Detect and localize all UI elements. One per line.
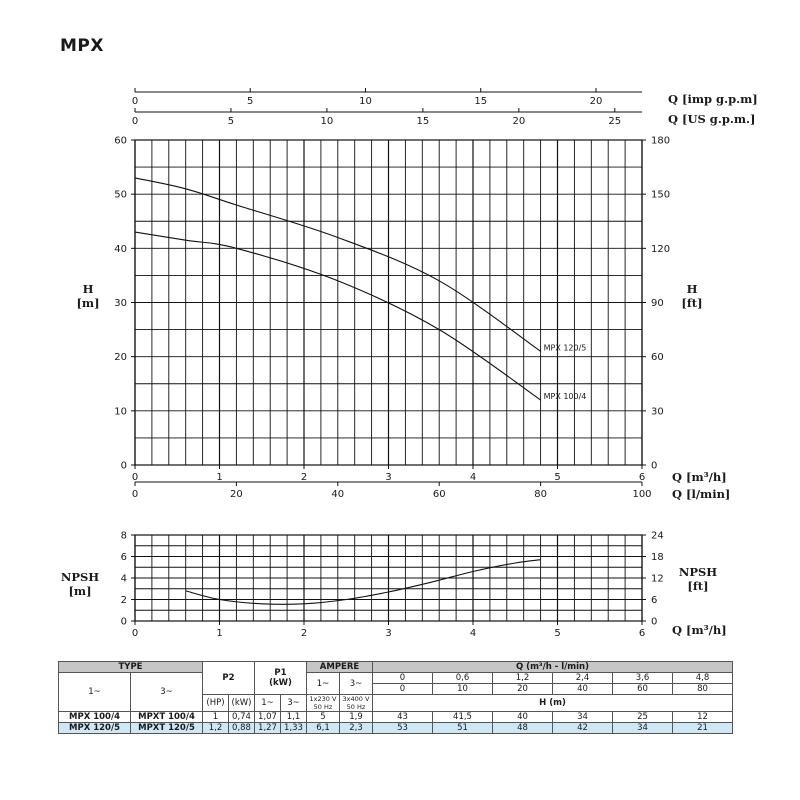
row-h: 34 [613,723,673,734]
lmin-axis-label: Q [l/min] [672,487,731,501]
y2-tick-label: 24 [651,530,664,542]
x-tick-label: 3 [385,472,392,483]
type-3ph: 3~ [131,673,203,712]
q-m3h-cell: 4,8 [673,673,733,684]
x-tick-label: 2 [300,628,308,639]
grid-lines [135,535,642,621]
row-h: 53 [373,723,433,734]
y-tick-label: 2 [120,595,127,606]
x-tick-label: 4 [469,628,477,639]
y2-tick-label: 60 [651,352,664,364]
npsh-x-axis-label: Q [m³/h] [672,623,727,637]
y2-tick-label: 6 [651,595,658,607]
q-m3h-cell: 3,6 [613,673,673,684]
lmin-tick-label: 0 [131,489,139,500]
row-type3: MPXT 120/5 [131,723,203,734]
q-m3h-cell: 0 [373,673,433,684]
x-tick-label: 5 [554,628,561,639]
y2-tick-label: 0 [651,460,658,472]
us-tick-label: 20 [512,116,526,127]
q-m3h-cell: 2,4 [553,673,613,684]
y-tick-label: 0 [120,460,127,472]
q-lmin-cell: 80 [673,684,733,695]
y-axis-label: H [m] [76,282,100,310]
lmin-tick-label: 20 [230,489,243,500]
x-tick-label: 6 [638,628,646,639]
us-axis-label: Q [US g.p.m.] [668,112,756,126]
q-m3h-cell: 0,6 [433,673,493,684]
row-a3: 2,3 [340,723,373,734]
y2-tick-label: 180 [651,135,671,147]
h-header: H (m) [373,695,733,712]
x-tick-label: 1 [216,628,223,639]
us-tick-label: 0 [131,116,139,127]
row-h: 43 [373,712,433,723]
y-tick-label: 10 [114,406,127,418]
us-tick-label: 5 [227,116,235,127]
row-h: 21 [673,723,733,734]
row-p1-3: 1,33 [281,723,307,734]
row-h: 12 [673,712,733,723]
type-1ph: 1~ [59,673,131,712]
y2-tick-label: 18 [651,552,664,564]
imp-tick-label: 20 [589,96,603,107]
row-h: 34 [553,712,613,723]
y-tick-label: 4 [120,573,127,585]
us-tick-label: 25 [608,116,622,127]
amp-3ph: 3~ [340,673,373,695]
hp-unit: (HP) [203,695,229,712]
y-tick-label: 40 [114,243,127,255]
row-p1-1: 1,07 [255,712,281,723]
row-h: 42 [553,723,613,734]
lmin-tick-label: 60 [432,489,446,500]
q-lmin-cell: 20 [493,684,553,695]
x-tick-label: 3 [385,628,392,639]
us-tick-label: 10 [320,116,334,127]
y2-tick-label: 30 [651,406,664,418]
row-type1: MPX 120/5 [59,723,131,734]
y2-tick-label: 150 [651,189,671,201]
y-tick-label: 60 [114,135,127,147]
x-tick-label: 6 [638,472,646,483]
row-hp: 1,2 [203,723,229,734]
lmin-tick-label: 80 [534,489,547,500]
row-p1-3: 1,1 [281,712,307,723]
x-tick-label: 0 [131,628,139,639]
y-tick-label: 30 [114,298,127,309]
x-tick-label: 0 [131,472,139,483]
imp-axis-label: Q [imp g.p.m] [668,92,758,106]
y2-tick-label: 120 [651,243,671,255]
imp-tick-label: 15 [474,96,488,107]
y-tick-label: 6 [120,552,127,563]
q-lmin-cell: 40 [553,684,613,695]
ampere-header: AMPERE [307,662,373,673]
npsh-chart [61,531,727,640]
q-m3h-cell: 1,2 [493,673,553,684]
npsh-y2-axis-label: NPSH [ft] [678,565,718,593]
npsh-y-axis-label: NPSH [m] [60,570,100,598]
p1-1ph: 1~ [255,695,281,712]
q-lmin-cell: 0 [373,684,433,695]
y-tick-label: 50 [114,189,127,201]
row-p1-1: 1,27 [255,723,281,734]
row-kw: 0,88 [229,723,255,734]
row-kw: 0,74 [229,712,255,723]
amp-1ph-spec: 1x230 V 50 Hz [307,695,340,712]
imp-tick-label: 0 [131,96,139,107]
row-type1: MPX 100/4 [59,712,131,723]
series-label: MPX 120/5 [543,343,587,353]
row-a3: 1,9 [340,712,373,723]
row-hp: 1 [203,712,229,723]
row-type3: MPXT 100/4 [131,712,203,723]
x-axis-label: Q [m³/h] [672,470,727,484]
p1-header: P1 (kW) [255,662,307,695]
y2-tick-label: 90 [651,298,664,310]
row-h: 51 [433,723,493,734]
row-h: 41,5 [433,712,493,723]
y-tick-label: 8 [120,530,127,542]
y2-axis-label: H [ft] [681,282,703,310]
x-tick-label: 1 [216,472,223,483]
y-tick-label: 20 [114,352,127,364]
brand-title: MPX [60,36,104,56]
table-row [59,723,733,734]
p2-header: P2 [203,662,255,695]
q-lmin-cell: 10 [433,684,493,695]
lmin-tick-label: 40 [331,489,345,500]
performance-table [58,661,733,734]
x-tick-label: 2 [300,472,308,483]
table-row [59,712,733,723]
row-a1: 6,1 [307,723,340,734]
x-tick-label: 4 [469,472,477,483]
row-h: 48 [493,723,553,734]
kw-unit: (kW) [229,695,255,712]
x-tick-label: 5 [554,472,561,483]
row-a1: 5 [307,712,340,723]
row-h: 40 [493,712,553,723]
imp-tick-label: 10 [359,96,372,107]
row-h: 25 [613,712,673,723]
series-line [186,560,541,605]
amp-1ph: 1~ [307,673,340,695]
series-label: MPX 100/4 [543,392,587,401]
y2-tick-label: 12 [651,573,664,585]
q-header: Q (m³/h - l/min) [373,662,733,673]
y-tick-label: 0 [120,616,127,628]
head-chart [76,88,757,501]
amp-3ph-spec: 3x400 V 50 Hz [340,695,373,712]
q-lmin-cell: 60 [613,684,673,695]
lmin-tick-label: 100 [632,489,652,500]
p1-3ph: 3~ [281,695,307,712]
us-tick-label: 15 [416,116,430,127]
imp-tick-label: 5 [247,96,254,107]
type-header: TYPE [59,662,203,673]
y2-tick-label: 0 [651,616,658,628]
